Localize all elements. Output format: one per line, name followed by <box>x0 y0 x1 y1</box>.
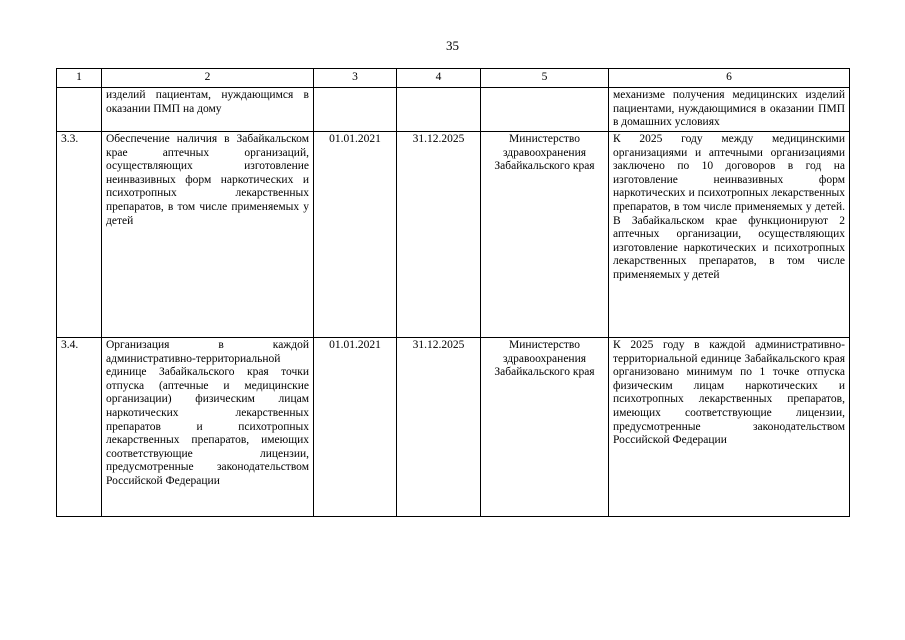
row-end-date <box>397 88 481 132</box>
row-start-date: 01.01.2021 <box>314 338 397 517</box>
row-executor: Министерство здравоохранения Забайкальского края <box>481 338 609 517</box>
column-header-1: 1 <box>57 69 102 88</box>
row-start-date: 01.01.2021 <box>314 132 397 338</box>
page-number: 35 <box>446 38 459 53</box>
row-result: механизме получения медицинских изделий пациентами, нуждающимися в оказании ПМП в домашних условиях <box>609 88 850 132</box>
row-executor: Министерство здравоохранения Забайкальского края <box>481 132 609 338</box>
row-number: 3.4. <box>57 338 102 517</box>
row-end-date: 31.12.2025 <box>397 338 481 517</box>
row-result: К 2025 году между медицинскими организациями и аптечными организациями заключено по 10 договоров в год на изготовление неинвазивных форм наркотических и психотропных лекарственных препаратов, в том числе применяемых у детей. В Забайкальском крае функционируют 2 аптечных организации, осуществляющих изготовление наркотических и психотропных лекарственных препаратов, в том числе применяемых у детей <box>609 132 850 338</box>
column-header-2: 2 <box>102 69 314 88</box>
row-task: изделий пациентам, нуждающимся в оказании ПМП на дому <box>102 88 314 132</box>
measures-table <box>56 68 850 517</box>
row-task: Организация в каждой административно-территориальной единице Забайкальского края точки отпуска (аптечные и медицинские организации) физическим лицам наркотических лекарственных препаратов и психотропных лекарственных препаратов, имеющих соответствующие лицензии, предусмотренные законодательством Российской Федерации <box>102 338 314 517</box>
header-row <box>57 69 850 88</box>
row-number: 3.3. <box>57 132 102 338</box>
column-header-5: 5 <box>481 69 609 88</box>
row-number <box>57 88 102 132</box>
column-header-3: 3 <box>314 69 397 88</box>
row-result: К 2025 году в каждой административно-территориальной единице Забайкальского края организовано минимум по 1 точке отпуска физическим лицам наркотических и психотропных лекарственных препаратов, имеющих соответствующие лицензии, предусмотренные законодательством Российской Федерации <box>609 338 850 517</box>
row-start-date <box>314 88 397 132</box>
column-header-6: 6 <box>609 69 850 88</box>
table-row <box>57 132 850 338</box>
table-row <box>57 338 850 517</box>
row-end-date: 31.12.2025 <box>397 132 481 338</box>
column-header-4: 4 <box>397 69 481 88</box>
row-executor <box>481 88 609 132</box>
row-task: Обеспечение наличия в Забайкальском крае аптечных организаций, осуществляющих изготовление неинвазивных форм наркотических и психотропных лекарственных препаратов, в том числе применяемых у детей <box>102 132 314 338</box>
table-row <box>57 88 850 132</box>
